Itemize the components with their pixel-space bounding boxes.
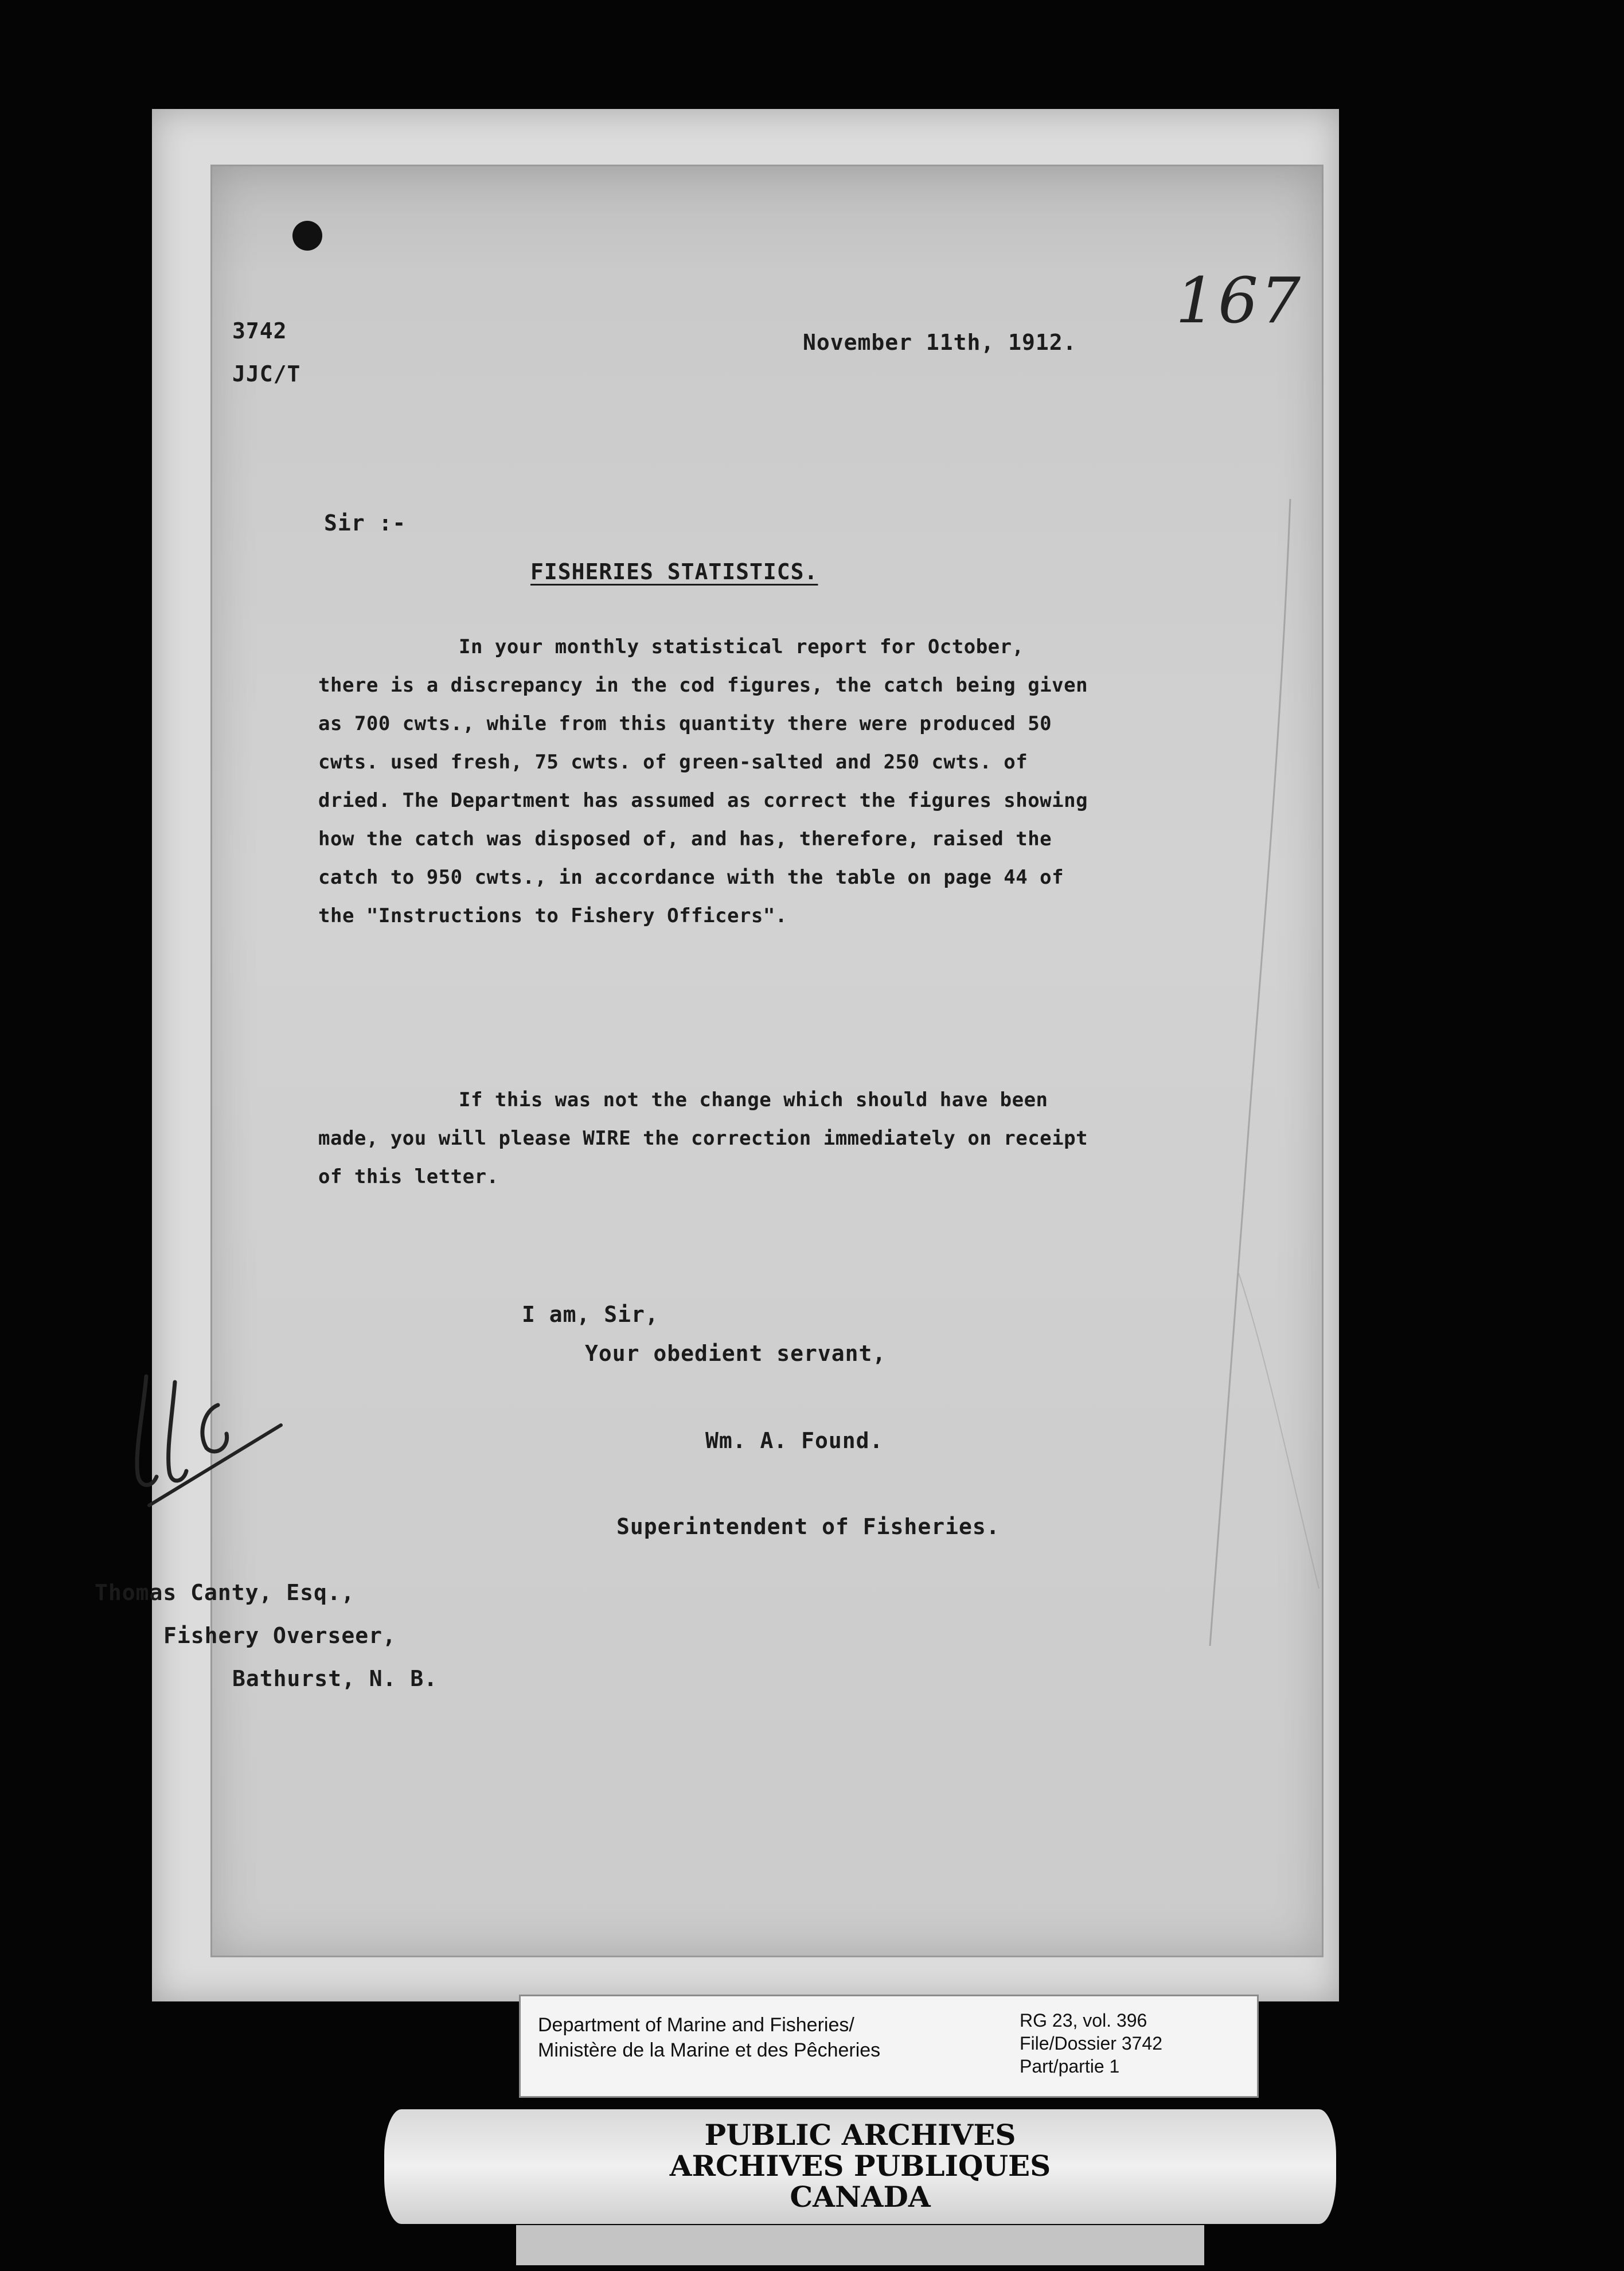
archive-reference-label: [519, 1995, 1259, 2098]
letter-date: November 11th, 1912.: [803, 330, 1077, 355]
record-group: RG 23, vol. 396: [1020, 2010, 1147, 2031]
typist-initials: JJC/T: [232, 361, 301, 387]
stamp-line-3: CANADA: [790, 2180, 931, 2214]
closing-line-1: I am, Sir,: [522, 1302, 659, 1327]
handwritten-initials: [112, 1365, 284, 1514]
paper-crease: [1187, 499, 1330, 1646]
body-paragraph-2: If this was not the change which should have been made, you will please WIRE the correction immediately on receipt of this letter.: [318, 1088, 1088, 1188]
stamp-base-strip: [516, 2225, 1204, 2265]
file-dossier: File/Dossier 3742: [1020, 2033, 1162, 2054]
addressee-line-1: Thomas Canty, Esq.,: [95, 1580, 355, 1605]
closing-line-2: Your obedient servant,: [585, 1341, 887, 1366]
signer-title: Superintendent of Fisheries.: [616, 1514, 1000, 1539]
letter-subject: FISHERIES STATISTICS.: [530, 559, 818, 584]
folio-number: 167: [1176, 264, 1303, 337]
signer-name: Wm. A. Found.: [705, 1428, 884, 1453]
punch-hole: [292, 221, 322, 251]
file-reference-number: 3742: [232, 318, 287, 344]
stamp-line-2: ARCHIVES PUBLIQUES: [669, 2149, 1051, 2183]
addressee-line-3: Bathurst, N. B.: [232, 1666, 438, 1691]
stamp-line-1: PUBLIC ARCHIVES: [704, 2118, 1016, 2152]
salutation: Sir :-: [324, 510, 407, 536]
addressee-line-2: Fishery Overseer,: [163, 1623, 396, 1648]
department-name-en: Department of Marine and Fisheries/: [538, 2014, 854, 2036]
department-name-fr: Ministère de la Marine et des Pêcheries: [538, 2039, 881, 2061]
file-part: Part/partie 1: [1020, 2056, 1120, 2077]
body-paragraph-1: In your monthly statistical report for October, there is a discrepancy in the cod figures, the catch being given as 700 cwts., while from this quantity there were produced 50 cwts. used fresh, 75 cwts. of green-salted and 250 cwts. of dried. The Department has assumed as correct the figures showing how the catch was disposed of, and has, therefore, raised the catch to 950 cwts., in accordance with the table on page 44 of the "Instructions to Fishery Officers".: [318, 635, 1088, 927]
public-archives-stamp: [384, 2109, 1336, 2224]
